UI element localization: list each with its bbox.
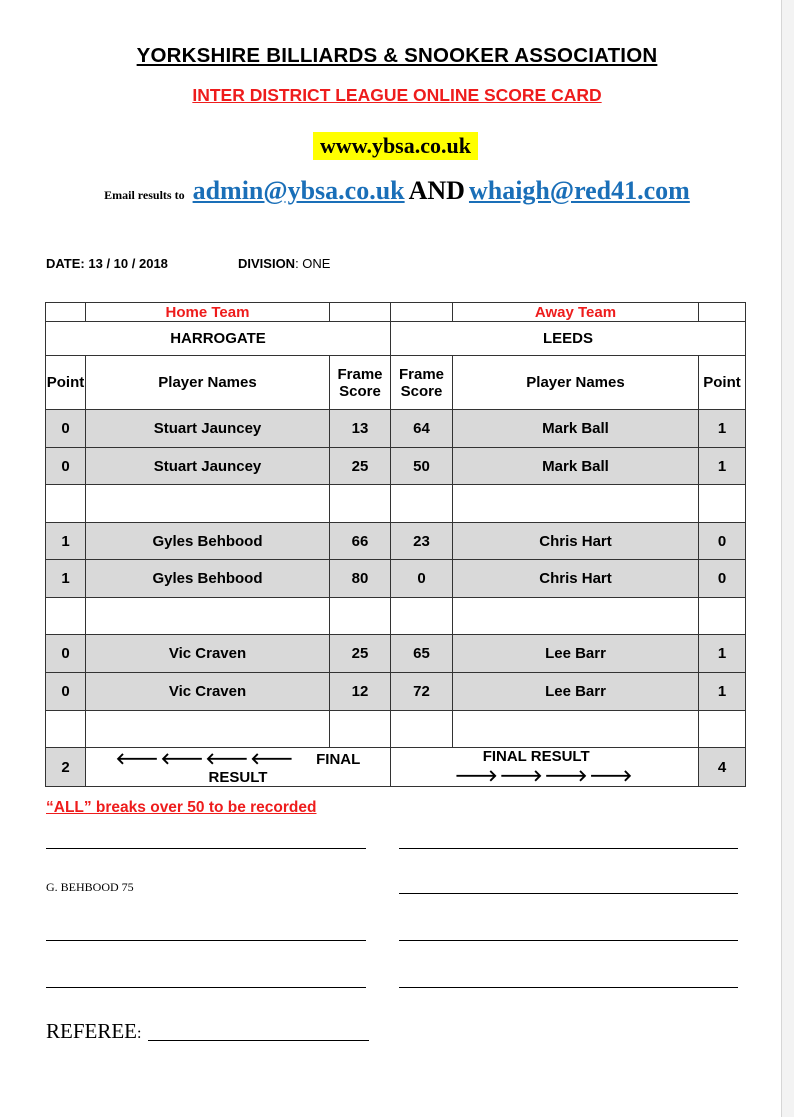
email-line [0, 176, 794, 206]
break-line [399, 987, 738, 988]
away-point-header: Point [699, 356, 746, 410]
referee-label: REFEREE [46, 1019, 138, 1043]
break-line [399, 848, 738, 849]
table-row: 0 Vic Craven 12 72 Lee Barr 1 [46, 673, 746, 711]
email-admin-link[interactable]: admin@ybsa.co.uk [192, 176, 405, 205]
email-whaigh-link[interactable]: whaigh@red41.com [468, 176, 690, 205]
division-value: : ONE [295, 256, 331, 271]
break-line [46, 940, 366, 941]
break-line [46, 987, 366, 988]
table-row: 0 Stuart Jauncey 13 64 Mark Ball 1 [46, 410, 746, 448]
website-link[interactable]: www.ybsa.co.uk [313, 132, 478, 160]
final-home-points: 2 [46, 748, 86, 787]
break-line [399, 940, 738, 941]
division-field [238, 256, 330, 271]
spacer-row [46, 485, 746, 523]
team-name-row [46, 322, 746, 356]
home-frame-header: Frame Score [330, 356, 391, 410]
referee-field: REFEREE: [46, 1019, 142, 1043]
date-label: DATE: [46, 256, 85, 271]
association-title: YORKSHIRE BILLIARDS & SNOOKER ASSOCIATION [136, 44, 658, 67]
final-result-label-home: FINAL RESULT [208, 751, 361, 786]
break-entry: G. BEHBOOD 75 [46, 880, 134, 894]
column-header-row [46, 356, 746, 410]
page-edge [781, 0, 794, 1117]
table-row: 1 Gyles Behbood 80 0 Chris Hart 0 [46, 560, 746, 598]
break-line [399, 893, 738, 894]
team-label-row [46, 303, 746, 322]
final-away-cell [391, 748, 699, 787]
arrow-left-icon: 🡐🡐🡐🡐 [115, 751, 296, 768]
table-row: 1 Gyles Behbood 66 23 Chris Hart 0 [46, 523, 746, 560]
email-prefix: Email results to [104, 188, 185, 202]
division-label: DIVISION [238, 256, 296, 271]
away-team-label: Away Team [453, 303, 699, 322]
final-home-cell [86, 748, 391, 787]
arrow-right-icon: 🡒🡒🡒🡒 [454, 768, 635, 785]
date-field [46, 256, 168, 271]
home-team-label: Home Team [86, 303, 330, 322]
final-result-row [46, 748, 746, 787]
spacer-row [46, 711, 746, 748]
final-result-label-away: FINAL RESULT [482, 748, 590, 765]
breaks-note: “ALL” breaks over 50 to be recorded [46, 799, 317, 816]
score-table [45, 302, 746, 787]
table-row: 0 Stuart Jauncey 25 50 Mark Ball 1 [46, 448, 746, 485]
scorecard-subtitle: INTER DISTRICT LEAGUE ONLINE SCORE CARD [192, 85, 602, 105]
away-player-header: Player Names [453, 356, 699, 410]
date-value: 13 / 10 / 2018 [88, 256, 168, 271]
email-join: AND [408, 176, 465, 205]
spacer-row [46, 598, 746, 635]
final-away-points: 4 [699, 748, 746, 787]
table-row: 0 Vic Craven 25 65 Lee Barr 1 [46, 635, 746, 673]
home-point-header: Point [46, 356, 86, 410]
home-player-header: Player Names [86, 356, 330, 410]
away-frame-header: Frame Score [391, 356, 453, 410]
referee-signature-line [148, 1040, 369, 1041]
home-team-name: HARROGATE [46, 322, 391, 356]
break-line [46, 848, 366, 849]
away-team-name: LEEDS [391, 322, 746, 356]
